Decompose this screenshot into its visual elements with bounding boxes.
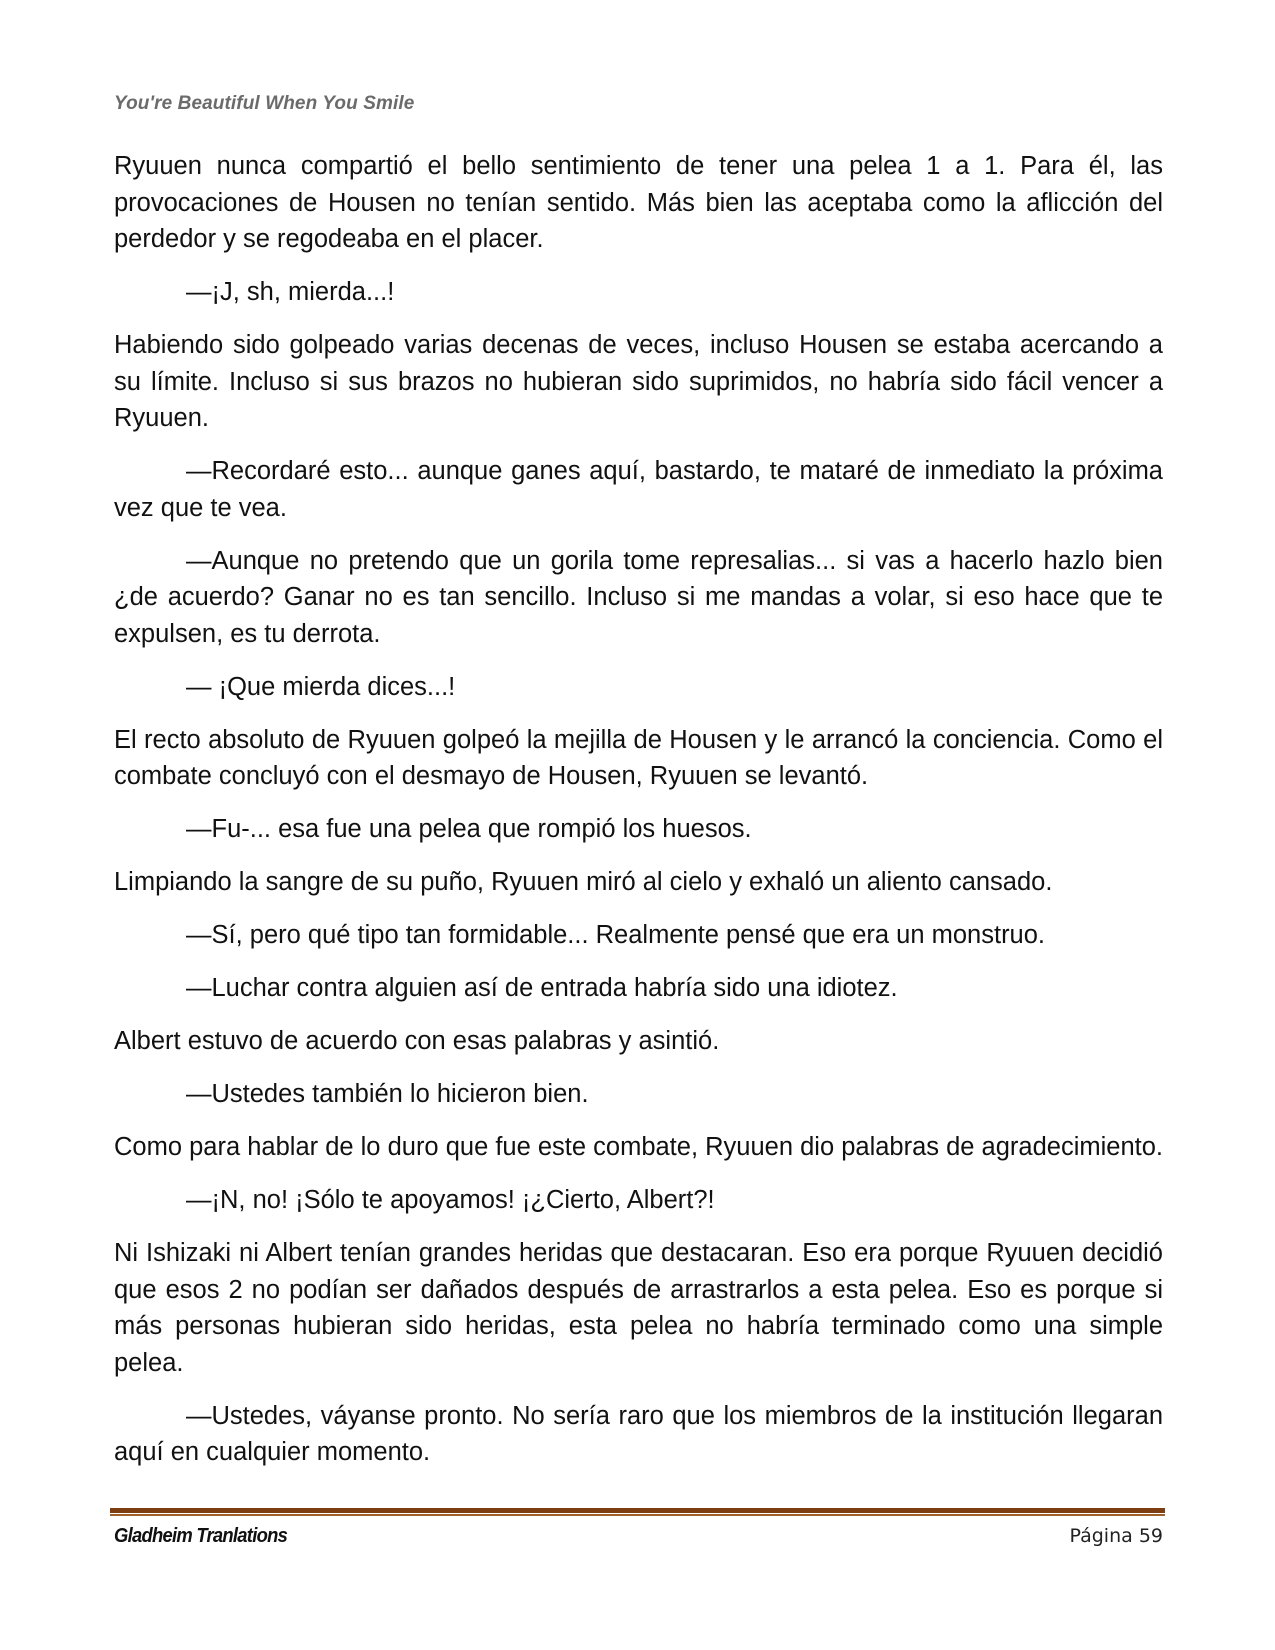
- paragraph-narration: Habiendo sido golpeado varias decenas de veces, incluso Housen se estaba acercando a su límite. Incluso si sus brazos no hubieran sido suprimidos, no habría sido fácil vencer a Ryuuen.: [114, 331, 1163, 432]
- paragraph-dialogue: —Recordaré esto... aunque ganes aquí, bastardo, te mataré de inmediato la próxima vez que te vea.: [114, 457, 1163, 522]
- footer-divider-thick: [110, 1508, 1165, 1513]
- paragraph-dialogue: — ¡Que mierda dices...!: [186, 672, 456, 701]
- running-header-title: You're Beautiful When You Smile: [114, 93, 415, 114]
- paragraph-dialogue: —Aunque no pretendo que un gorila tome represalias... si vas a hacerlo hazlo bien ¿de acuerdo? Ganar no es tan sencillo. Incluso si me mandas a volar, si eso hace que te expulsen, es tu derrota.: [114, 546, 1163, 648]
- paragraph-dialogue: —Fu-... esa fue una pelea que rompió los huesos.: [186, 815, 752, 843]
- paragraph-narration: Como para hablar de lo duro que fue este combate, Ryuuen dio palabras de agradecimiento.: [114, 1133, 1163, 1161]
- paragraph-narration: Albert estuvo de acuerdo con esas palabras y asintió.: [114, 1027, 720, 1055]
- footer-publisher: Gladheim Tranlations: [114, 1525, 288, 1547]
- footer-divider-thin: [110, 1514, 1165, 1516]
- body-text: [114, 148, 1163, 1471]
- paragraph-narration: El recto absoluto de Ryuuen golpeó la mejilla de Housen y le arrancó la conciencia. Como el combate concluyó con el desmayo de Housen, Ryuuen se levantó.: [114, 725, 1163, 790]
- paragraph-dialogue: —¡N, no! ¡Sólo te apoyamos! ¡¿Cierto, Albert?!: [186, 1186, 715, 1214]
- paragraph-narration: Limpiando la sangre de su puño, Ryuuen miró al cielo y exhaló un aliento cansado.: [114, 868, 1053, 896]
- paragraph-dialogue: —Ustedes también lo hicieron bien.: [186, 1080, 589, 1108]
- footer-divider: [110, 1508, 1165, 1515]
- paragraph-dialogue: —Ustedes, váyanse pronto. No sería raro que los miembros de la institución llegaran aquí en cualquier momento.: [114, 1401, 1163, 1466]
- paragraph-narration: Ryuuen nunca compartió el bello sentimiento de tener una pelea 1 a 1. Para él, las provocaciones de Housen no tenían sentido. Más bien las aceptaba como la aflicción del perdedor y se regodeaba en el placer.: [114, 152, 1163, 253]
- paragraph-dialogue: —Sí, pero qué tipo tan formidable... Realmente pensé que era un monstruo.: [186, 921, 1046, 949]
- footer-page-number: [1069, 1525, 1163, 1547]
- paragraph-dialogue: —¡J, sh, mierda...!: [186, 278, 395, 306]
- page-label: Página: [1069, 1525, 1133, 1547]
- paragraph-dialogue: —Luchar contra alguien así de entrada habría sido una idiotez.: [186, 974, 898, 1002]
- page-number: 59: [1138, 1525, 1163, 1547]
- paragraph-narration: Ni Ishizaki ni Albert tenían grandes heridas que destacaran. Eso era porque Ryuuen decidió que esos 2 no podían ser dañados después de arrastrarlos a esta pelea. Eso es porque si más personas hubieran sido heridas, esta pelea no habría terminado como una simple pelea.: [114, 1239, 1163, 1377]
